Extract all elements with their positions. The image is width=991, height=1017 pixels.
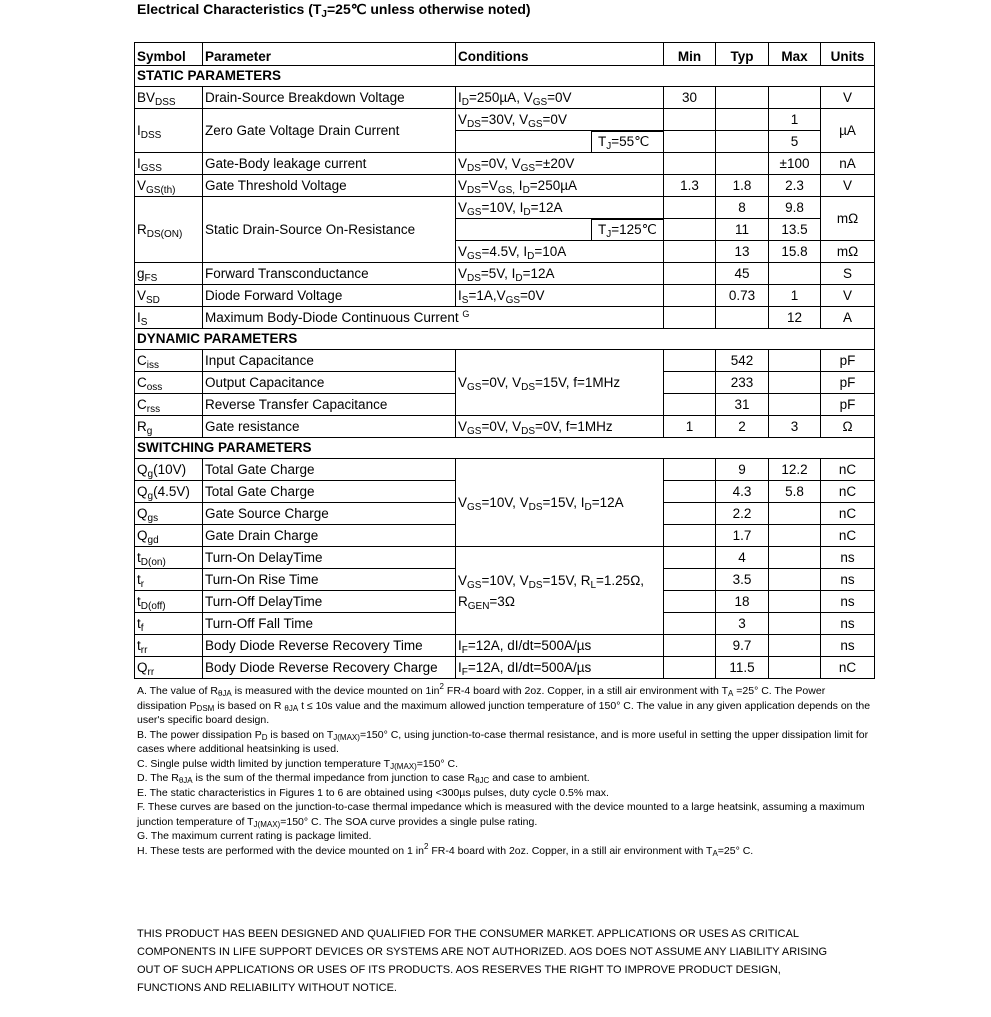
typ-cell: 3.5 <box>716 569 769 591</box>
max-cell: 1 <box>769 109 821 131</box>
typ-cell: 9.7 <box>716 635 769 657</box>
min-cell: 30 <box>664 87 716 109</box>
parameter-cell: Turn-On DelayTime <box>203 547 456 569</box>
max-cell: 2.3 <box>769 175 821 197</box>
min-cell <box>664 153 716 175</box>
footnotes <box>137 684 877 858</box>
typ-cell <box>716 131 769 153</box>
symbol-cell: $Q_{gs}$ <box>135 503 203 525</box>
table-row <box>135 307 875 329</box>
max-cell: 1 <box>769 285 821 307</box>
units-cell: ns <box>821 635 875 657</box>
min-cell <box>664 591 716 613</box>
parameter-cell: Gate Drain Charge <box>203 525 456 547</box>
typ-cell: 0.73 <box>716 285 769 307</box>
disclaimer-line: THIS PRODUCT HAS BEEN DESIGNED AND QUALIFIED FOR THE CONSUMER MARKET. APPLICATIONS OR USES AS CRITICAL <box>137 928 799 940</box>
typ-cell: 4 <box>716 547 769 569</box>
symbol-cell: $Q_g(4.5V)$ <box>135 481 203 503</box>
symbol-cell: $t_r$ <box>135 569 203 591</box>
parameter-cell: Body Diode Reverse Recovery Time <box>203 635 456 657</box>
parameter-cell: Static Drain-Source On-Resistance <box>203 197 456 263</box>
min-cell <box>664 109 716 131</box>
units-cell: ns <box>821 547 875 569</box>
section-switching: SWITCHING PARAMETERS <box>135 438 875 459</box>
units-cell: mΩ <box>821 241 875 263</box>
parameter-cell: Diode Forward Voltage <box>203 285 456 307</box>
table-row <box>135 416 875 438</box>
header-conditions: Conditions <box>456 43 664 66</box>
table-row <box>135 263 875 285</box>
parameter-cell: Total Gate Charge <box>203 459 456 481</box>
conditions-cell: $V_{GS}=10V$, $V_{DS}=15V$, $I_D=12A$ <box>456 459 664 547</box>
typ-cell: 13 <box>716 241 769 263</box>
symbol-cell: $I_S$ <box>135 307 203 329</box>
electrical-characteristics-table <box>134 42 875 679</box>
parameter-cell: Gate Threshold Voltage <box>203 175 456 197</box>
symbol-cell: $t_{D(off)}$ <box>135 591 203 613</box>
min-cell <box>664 613 716 635</box>
min-cell <box>664 547 716 569</box>
max-cell: 12.2 <box>769 459 821 481</box>
min-cell <box>664 350 716 372</box>
parameter-cell: Zero Gate Voltage Drain Current <box>203 109 456 153</box>
conditions-cell: $V_{DS}=5V$, $I_D=12A$ <box>456 263 664 285</box>
typ-cell: 18 <box>716 591 769 613</box>
symbol-cell: $V_{GS(th)}$ <box>135 175 203 197</box>
units-cell: µA <box>821 109 875 153</box>
footnote-d: D. The $R_{\theta JA}$ is the sum of the thermal impedance from junction to case $R_{\theta JC}$ and case to ambient. <box>137 772 590 785</box>
min-cell <box>664 394 716 416</box>
table-row <box>135 109 875 131</box>
typ-cell <box>716 109 769 131</box>
symbol-cell: $C_{rss}$ <box>135 394 203 416</box>
conditions-cell: $V_{DS}=30V$, $V_{GS}=0V$ <box>456 109 664 131</box>
units-cell: V <box>821 175 875 197</box>
disclaimer-line: FUNCTIONS AND RELIABILITY WITHOUT NOTICE. <box>137 982 397 994</box>
min-cell <box>664 263 716 285</box>
min-cell <box>664 219 716 241</box>
disclaimer <box>137 925 877 997</box>
symbol-cell: $I_{DSS}$ <box>135 109 203 153</box>
typ-cell: 11 <box>716 219 769 241</box>
units-cell: ns <box>821 613 875 635</box>
parameter-cell: Gate Source Charge <box>203 503 456 525</box>
header-parameter: Parameter <box>203 43 456 66</box>
typ-cell: 2 <box>716 416 769 438</box>
parameter-cell: Gate-Body leakage current <box>203 153 456 175</box>
min-cell <box>664 285 716 307</box>
units-cell: ns <box>821 569 875 591</box>
conditions-cell: $V_{GS}=0V$, $V_{DS}=15V$, f=1MHz <box>456 350 664 416</box>
typ-cell: 11.5 <box>716 657 769 679</box>
typ-cell: 8 <box>716 197 769 219</box>
min-cell <box>664 197 716 219</box>
units-cell: A <box>821 307 875 329</box>
footnote-f: F. These curves are based on the junction-to-case thermal impedance which is measured with the device mounted to a large heatsink, assuming a maximum junction temperature of $T_{J(MAX)}=150^\circ$ C. The SOA curve provides a single pulse rating. <box>137 801 865 829</box>
parameter-cell: Turn-Off DelayTime <box>203 591 456 613</box>
disclaimer-line: OUT OF SUCH APPLICATIONS OR USES OF ITS PRODUCTS. AOS RESERVES THE RIGHT TO IMPROVE PRODUCT DESIGN, <box>137 964 781 976</box>
units-cell: S <box>821 263 875 285</box>
typ-cell: 542 <box>716 350 769 372</box>
conditions-cell: $I_D=250\mu A$, $V_{GS}=0V$ <box>456 87 664 109</box>
parameter-cell: Turn-Off Fall Time <box>203 613 456 635</box>
units-cell: nA <box>821 153 875 175</box>
units-cell: nC <box>821 657 875 679</box>
units-cell: V <box>821 87 875 109</box>
section-dynamic: DYNAMIC PARAMETERS <box>135 329 875 350</box>
max-cell: 3 <box>769 416 821 438</box>
page-title: Electrical Characteristics ($T_J=25℃$ unless otherwise noted) <box>137 1 531 20</box>
min-cell: 1.3 <box>664 175 716 197</box>
min-cell <box>664 657 716 679</box>
conditions-subcell: $T_J=55℃$ <box>591 131 663 153</box>
symbol-cell: $t_{D(on)}$ <box>135 547 203 569</box>
parameter-cell: Turn-On Rise Time <box>203 569 456 591</box>
symbol-cell: $g_{FS}$ <box>135 263 203 285</box>
symbol-cell: $V_{SD}$ <box>135 285 203 307</box>
table-row <box>135 350 875 372</box>
table-row <box>135 153 875 175</box>
units-cell: nC <box>821 481 875 503</box>
footnote-h: H. These tests are performed with the device mounted on 1 $in^2$ FR-4 board with 2oz. Copper, in a still air environment with $T_A=25^\circ$ C. <box>137 841 754 858</box>
units-cell: nC <box>821 459 875 481</box>
typ-cell: 45 <box>716 263 769 285</box>
units-cell: nC <box>821 525 875 547</box>
max-cell <box>769 350 821 372</box>
footnote-g: G. The maximum current rating is package limited. <box>137 830 372 842</box>
min-cell <box>664 525 716 547</box>
max-cell: 5 <box>769 131 821 153</box>
table-row <box>135 87 875 109</box>
conditions-cell: $I_F=12A$, dI/dt=500A/µs <box>456 657 664 679</box>
typ-cell: 1.7 <box>716 525 769 547</box>
table-row <box>135 175 875 197</box>
symbol-cell: $t_{rr}$ <box>135 635 203 657</box>
symbol-cell: $BV_{DSS}$ <box>135 87 203 109</box>
max-cell: 9.8 <box>769 197 821 219</box>
typ-cell: 9 <box>716 459 769 481</box>
parameter-cell: Reverse Transfer Capacitance <box>203 394 456 416</box>
min-cell <box>664 307 716 329</box>
conditions-cell: $V_{GS}=10V$, $V_{DS}=15V$, $R_L=1.25\Omega$, $R_{GEN}=3\Omega$ <box>456 547 664 635</box>
parameter-cell: Maximum Body-Diode Continuous Current $^G$ <box>203 307 664 329</box>
symbol-cell: $t_f$ <box>135 613 203 635</box>
min-cell <box>664 372 716 394</box>
conditions-subcell: $T_J=125℃$ <box>591 219 663 241</box>
max-cell <box>769 263 821 285</box>
symbol-cell: $C_{oss}$ <box>135 372 203 394</box>
max-cell <box>769 372 821 394</box>
symbol-cell: $I_{GSS}$ <box>135 153 203 175</box>
max-cell: 13.5 <box>769 219 821 241</box>
min-cell <box>664 635 716 657</box>
conditions-cell: $I_S=1A,V_{GS}=0V$ <box>456 285 664 307</box>
conditions-cell: $V_{DS}=V_{GS,}$ $I_D=250\mu A$ <box>456 175 664 197</box>
min-cell <box>664 503 716 525</box>
symbol-cell: $R_g$ <box>135 416 203 438</box>
symbol-cell: $R_{DS(ON)}$ <box>135 197 203 263</box>
header-typ: Typ <box>716 43 769 66</box>
max-cell: 12 <box>769 307 821 329</box>
max-cell: 5.8 <box>769 481 821 503</box>
conditions-cell: $V_{GS}=4.5V$, $I_D=10A$ <box>456 241 664 263</box>
footnote-a: A. The value of $R_{\theta JA}$ is measured with the device mounted on $1in^2$ FR-4 board with 2oz. Copper, in a still air environment with $T_A =25^\circ$ C. The Power dissipation $P_{DSM}$ is based on R $_{\theta JA}$ t ≤ 10s value and the maximum allowed junction temperature of 150° C. The value in any given application depends on the user's specific board design. <box>137 682 871 726</box>
parameter-cell: Total Gate Charge <box>203 481 456 503</box>
min-cell: 1 <box>664 416 716 438</box>
typ-cell: 233 <box>716 372 769 394</box>
typ-cell <box>716 153 769 175</box>
parameter-cell: Gate resistance <box>203 416 456 438</box>
typ-cell: 4.3 <box>716 481 769 503</box>
max-cell <box>769 394 821 416</box>
disclaimer-line: COMPONENTS IN LIFE SUPPORT DEVICES OR SYSTEMS ARE NOT AUTHORIZED. AOS DOES NOT ASSUME ANY LIABILITY ARISING <box>137 946 828 958</box>
min-cell <box>664 131 716 153</box>
max-cell <box>769 547 821 569</box>
table-header-row <box>135 43 875 66</box>
units-cell: pF <box>821 350 875 372</box>
header-min: Min <box>664 43 716 66</box>
units-cell: mΩ <box>821 197 875 241</box>
symbol-cell: $Q_{gd}$ <box>135 525 203 547</box>
conditions-cell: $V_{DS}=0V$, $V_{GS}=\pm 20V$ <box>456 153 664 175</box>
max-cell <box>769 525 821 547</box>
max-cell <box>769 635 821 657</box>
min-cell <box>664 569 716 591</box>
table-row <box>135 657 875 679</box>
header-max: Max <box>769 43 821 66</box>
parameter-cell: Output Capacitance <box>203 372 456 394</box>
min-cell <box>664 459 716 481</box>
table-row <box>135 285 875 307</box>
units-cell: pF <box>821 394 875 416</box>
conditions-cell: $I_F=12A$, dI/dt=500A/µs <box>456 635 664 657</box>
typ-cell <box>716 307 769 329</box>
max-cell <box>769 87 821 109</box>
symbol-cell: $C_{iss}$ <box>135 350 203 372</box>
typ-cell: 2.2 <box>716 503 769 525</box>
units-cell: ns <box>821 591 875 613</box>
symbol-cell: $Q_g(10V)$ <box>135 459 203 481</box>
max-cell: 15.8 <box>769 241 821 263</box>
footnote-b: B. The power dissipation $P_D$ is based on $T_{J(MAX)}=150^\circ$ C, using junction-to-case thermal resistance, and is more useful in setting the upper dissipation limit for cases where additional heatsinking is used. <box>137 728 869 755</box>
max-cell <box>769 503 821 525</box>
units-cell: Ω <box>821 416 875 438</box>
conditions-cell: $V_{GS}=0V$, $V_{DS}=0V$, f=1MHz <box>456 416 664 438</box>
header-symbol: Symbol <box>135 43 203 66</box>
parameter-cell: Drain-Source Breakdown Voltage <box>203 87 456 109</box>
footnote-e: E. The static characteristics in Figures 1 to 6 are obtained using <300µs pulses, duty cycle 0.5% max. <box>137 786 609 799</box>
header-units: Units <box>821 43 875 66</box>
table-row <box>135 197 875 219</box>
max-cell <box>769 613 821 635</box>
typ-cell <box>716 87 769 109</box>
section-static: STATIC PARAMETERS <box>135 66 875 87</box>
table-row <box>135 547 875 569</box>
symbol-cell: $Q_{rr}$ <box>135 657 203 679</box>
max-cell <box>769 569 821 591</box>
units-cell: V <box>821 285 875 307</box>
max-cell <box>769 657 821 679</box>
min-cell <box>664 481 716 503</box>
footnote-c: C. Single pulse width limited by junction temperature $T_{J(MAX)}=150^\circ$ C. <box>137 757 459 771</box>
parameter-cell: Forward Transconductance <box>203 263 456 285</box>
parameter-cell: Input Capacitance <box>203 350 456 372</box>
typ-cell: 1.8 <box>716 175 769 197</box>
min-cell <box>664 241 716 263</box>
units-cell: nC <box>821 503 875 525</box>
conditions-cell: $V_{GS}=10V$, $I_D=12A$ <box>456 197 664 219</box>
typ-cell: 31 <box>716 394 769 416</box>
max-cell: ±100 <box>769 153 821 175</box>
max-cell <box>769 591 821 613</box>
parameter-cell: Body Diode Reverse Recovery Charge <box>203 657 456 679</box>
table-row <box>135 459 875 481</box>
units-cell: pF <box>821 372 875 394</box>
typ-cell: 3 <box>716 613 769 635</box>
table-row <box>135 635 875 657</box>
